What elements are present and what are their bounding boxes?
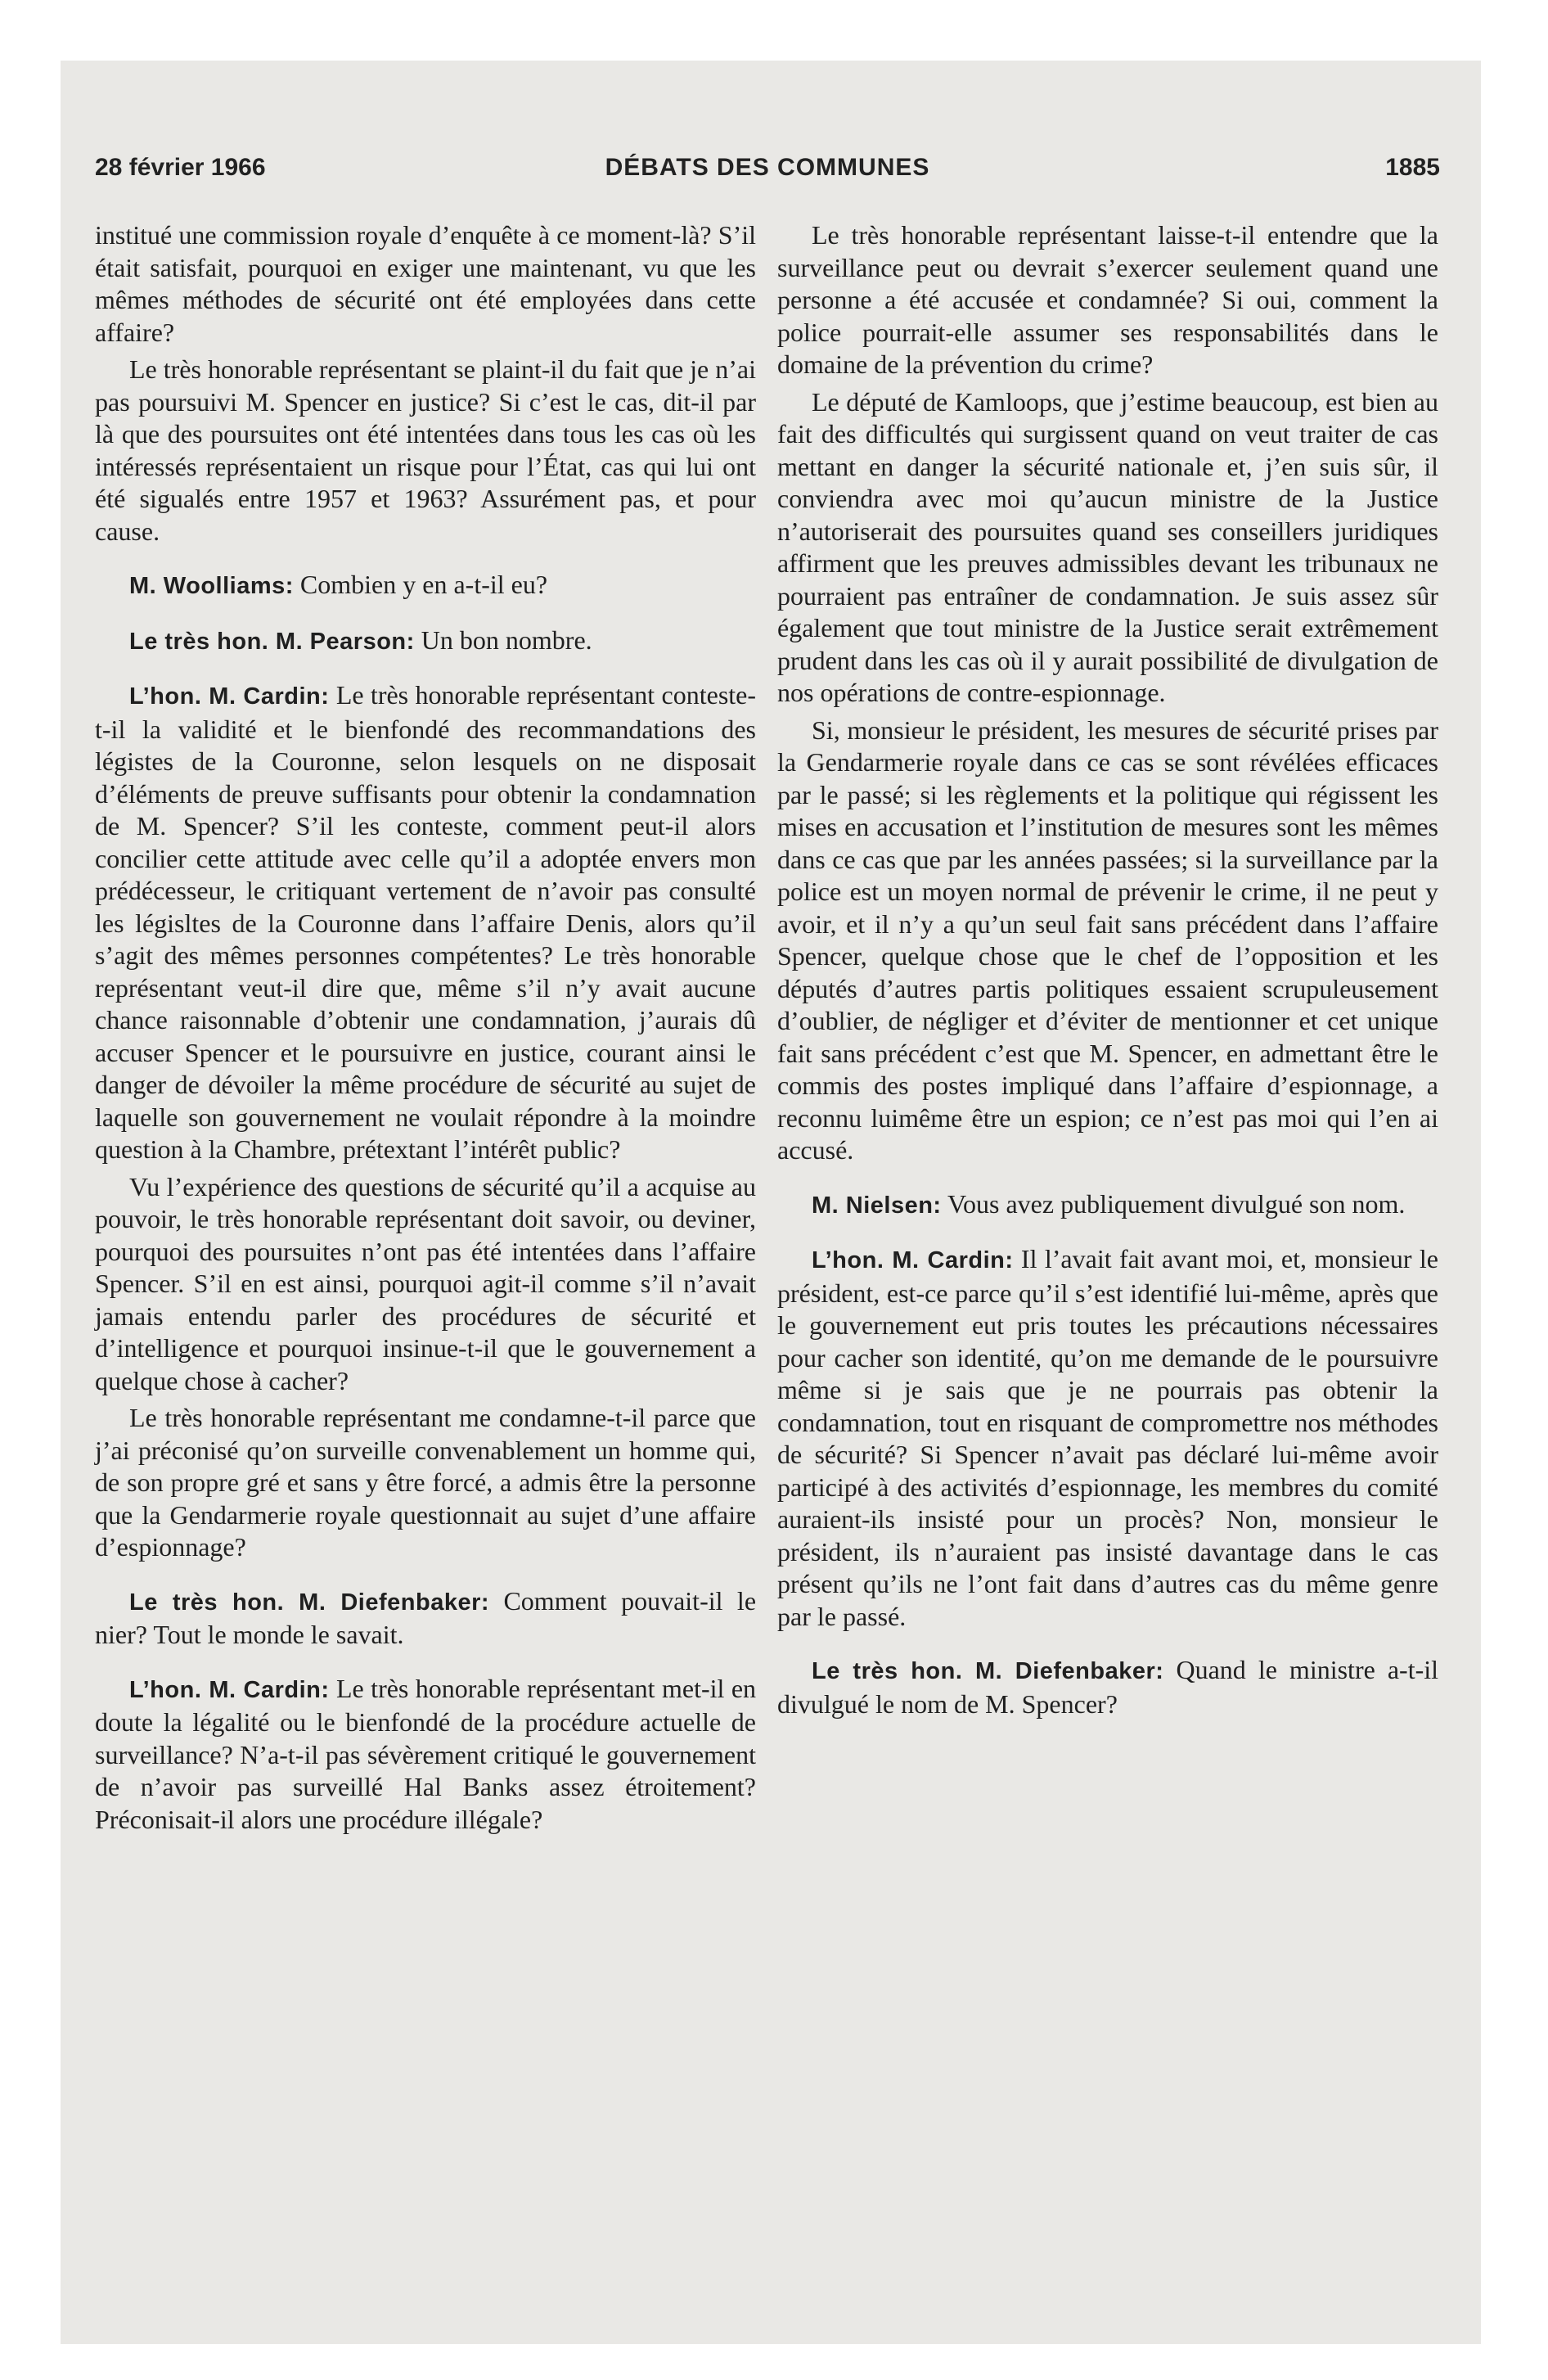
speaker-name: Le très hon. M. Diefenbaker: — [812, 1658, 1164, 1684]
header-page-number: 1885 — [1385, 154, 1440, 181]
speaker-name: L’hon. M. Cardin: — [812, 1247, 1014, 1273]
paragraph — [95, 219, 756, 349]
speaker-name: Le très hon. M. Diefenbaker: — [129, 1589, 490, 1616]
right-column — [777, 219, 1438, 1725]
speech-paragraph — [95, 1585, 756, 1652]
page-header — [95, 154, 1440, 195]
speech-paragraph — [95, 1673, 756, 1837]
paragraph — [777, 219, 1438, 381]
paragraph — [95, 354, 756, 548]
speaker-name: M. Nielsen: — [812, 1192, 942, 1219]
paragraph-text: Vu l’expérience des questions de sécurité qu’il a acquise au pouvoir, le très honorable représentant doit savoir, ou deviner, pourquoi des poursuites n’ont pas été intentées dans l’affaire Spencer. S’il en est ainsi, pourquoi agit-il comme s’il n’avait jamais entendu parler des procédures de sécurité et d’intelligence et pourquoi insinue-t-il que le gouvernement a quelque chose à cacher? — [95, 1171, 756, 1395]
paragraph-text: Le député de Kamloops, que j’estime beaucoup, est bien au fait des difficultés qui surgissent quand on veut traiter de cas mettant en danger la sécurité nationale et, j’en suis sûr, il conviendra avec moi qu’aucun ministre de la Justice n’autoriserait des poursuites quand ses conseillers juridiques affirment que les preuves admissibles devant les tribunaux ne pourraient pas entraîner de condamnation. Je suis assez sûr également que tout ministre de la Justice serait extrêmement prudent dans les cas où il y aurait possibilité de divulgation de nos opérations de contre-espionnage. — [777, 386, 1438, 707]
paragraph-text: Quand le ministre a-t-il divulgué le nom de M. Spencer? — [777, 1655, 1439, 1719]
paragraph — [95, 1402, 756, 1564]
speaker-name: Le très hon. M. Pearson: — [129, 628, 415, 655]
left-column — [95, 219, 756, 1841]
speech-paragraph — [95, 569, 756, 603]
paragraph-text: Il l’avait fait avant moi, et, monsieur le président, est-ce parce qu’il s’est identifié lui-même, après que le gouvernement eut pris toutes les précautions nécessaires pour cacher son identité, qu’on me demande de le poursuivre même si je sais que je ne pourrais pas obtenir la condamnation, tout en risquant de compromettre nos méthodes de sécurité? Si Spencer n’avait pas déclaré lui-même avoir participé à des activités d’espionnage, les membres du comité auraient-ils insisté pour un procès? Non, monsieur le président, ils n’auraient pas insisté davantage dans le cas présent qu’ils ne l’ont fait dans d’autres cas du même genre par le passé. — [777, 1244, 1439, 1631]
paragraph — [777, 386, 1438, 710]
header-title: DÉBATS DES COMMUNES — [605, 154, 930, 181]
paragraph — [95, 1171, 756, 1398]
paragraph-text: Le très honorable représentant me condamne-t-il parce que j’ai préconisé qu’on surveille convenablement un homme qui, de son propre gré et sans y être forcé, a admis être la personne que la Gendarmerie royale questionnait au sujet d’une affaire d’espionnage? — [95, 1403, 756, 1562]
paragraph-text: Le très honorable représentant conteste-t-il la validité et le bienfondé des recommandations des légistes de la Couronne, selon lesquels on ne disposait d’éléments de preuve suffisants pour obtenir la condamnation de M. Spencer? S’il les conteste, comment peut-il alors concilier cette attitude avec celle qu’il a adoptée envers mon prédécesseur, le critiquant vertement de n’avoir pas consulté les législtes de la Couronne dans l’affaire Denis, alors qu’il s’agit des mêmes personnes compétentes? Le très honorable représentant veut-il dire que, même s’il n’y avait aucune chance raisonnable d’obtenir une condamnation, j’aurais dû accuser Spencer et le poursuivre en justice, courant ainsi le danger de dévoiler la même procédure de sécurité au sujet de laquelle son gouvernement ne voulait répondre à la moindre question à la Chambre, prétextant l’intérêt public? — [95, 680, 757, 1164]
speech-paragraph — [777, 1654, 1438, 1720]
paragraph-text: Un bon nombre. — [421, 624, 592, 655]
speech-paragraph — [777, 1188, 1438, 1223]
paragraph — [777, 714, 1438, 1167]
paragraph-text: Vous avez publiquement divulgué son nom. — [947, 1188, 1406, 1219]
speaker-name: M. Woolliams: — [129, 573, 294, 599]
paragraph-text: Si, monsieur le président, les mesures de sécurité prises par la Gendarmerie royale dans ce cas se sont révélées efficaces par le passé; si les règlements et la politique qui régissent les mises en accusation et l’institution de mesures sont les mêmes dans ce cas que par les années passées; si la surveillance par la police est un moyen normal de prévenir le crime, il ne peut y avoir, et il n’y a qu’un seul fait sans précédent dans l’affaire Spencer, quelque chose que le chef de l’opposition et les députés d’autres partis politiques essaient scrupuleusement d’oublier, de négliger et d’éviter de mentionner et cet unique fait sans précédent c’est que M. Spencer, en admettant être le commis des postes impliqué dans l’affaire d’espionnage, a reconnu luimême être un espion; ce n’est pas moi qui l’en ai accusé. — [777, 714, 1438, 1165]
speaker-name: L’hon. M. Cardin: — [129, 683, 330, 710]
speech-paragraph — [95, 624, 756, 659]
header-date: 28 février 1966 — [95, 154, 266, 181]
speaker-name: L’hon. M. Cardin: — [129, 1676, 330, 1703]
paragraph-text: Le très honorable représentant se plaint-il du fait que je n’ai pas poursuivi M. Spencer en justice? Si c’est le cas, dit-il par là que des poursuites ont été intentées dans tous les cas où les intéressés représentaient un risque pour l’État, cas qui lui ont été sigualés entre 1957 et 1963? Assurément pas, et pour cause. — [95, 354, 756, 546]
paragraph-text: institué une commission royale d’enquête à ce moment-là? S’il était satisfait, pourquoi en exiger une maintenant, vu que les mêmes méthodes de sécurité ont été employées dans cette affaire? — [95, 220, 756, 347]
speech-paragraph — [95, 679, 756, 1166]
paragraph-text: Le très honorable représentant met-il en doute la légalité ou le bienfondé de la procédure actuelle de surveillance? N’a-t-il pas sévèrement critiqué le gouvernement de n’avoir pas surveillé Hal Banks assez étroitement? Préconisait-il alors une procédure illégale? — [95, 1673, 757, 1834]
paragraph-text: Le très honorable représentant laisse-t-il entendre que la surveillance peut ou devrait s’exercer seulement quand une personne a été accusée et condamnée? Si oui, comment la police pourrait-elle assumer ses responsabilités dans le domaine de la prévention du crime? — [777, 220, 1438, 379]
speech-paragraph — [777, 1243, 1438, 1633]
paragraph-text: Comment pouvait-il le nier? Tout le monde le savait. — [95, 1585, 757, 1649]
paragraph-text: Combien y en a-t-il eu? — [299, 570, 548, 599]
